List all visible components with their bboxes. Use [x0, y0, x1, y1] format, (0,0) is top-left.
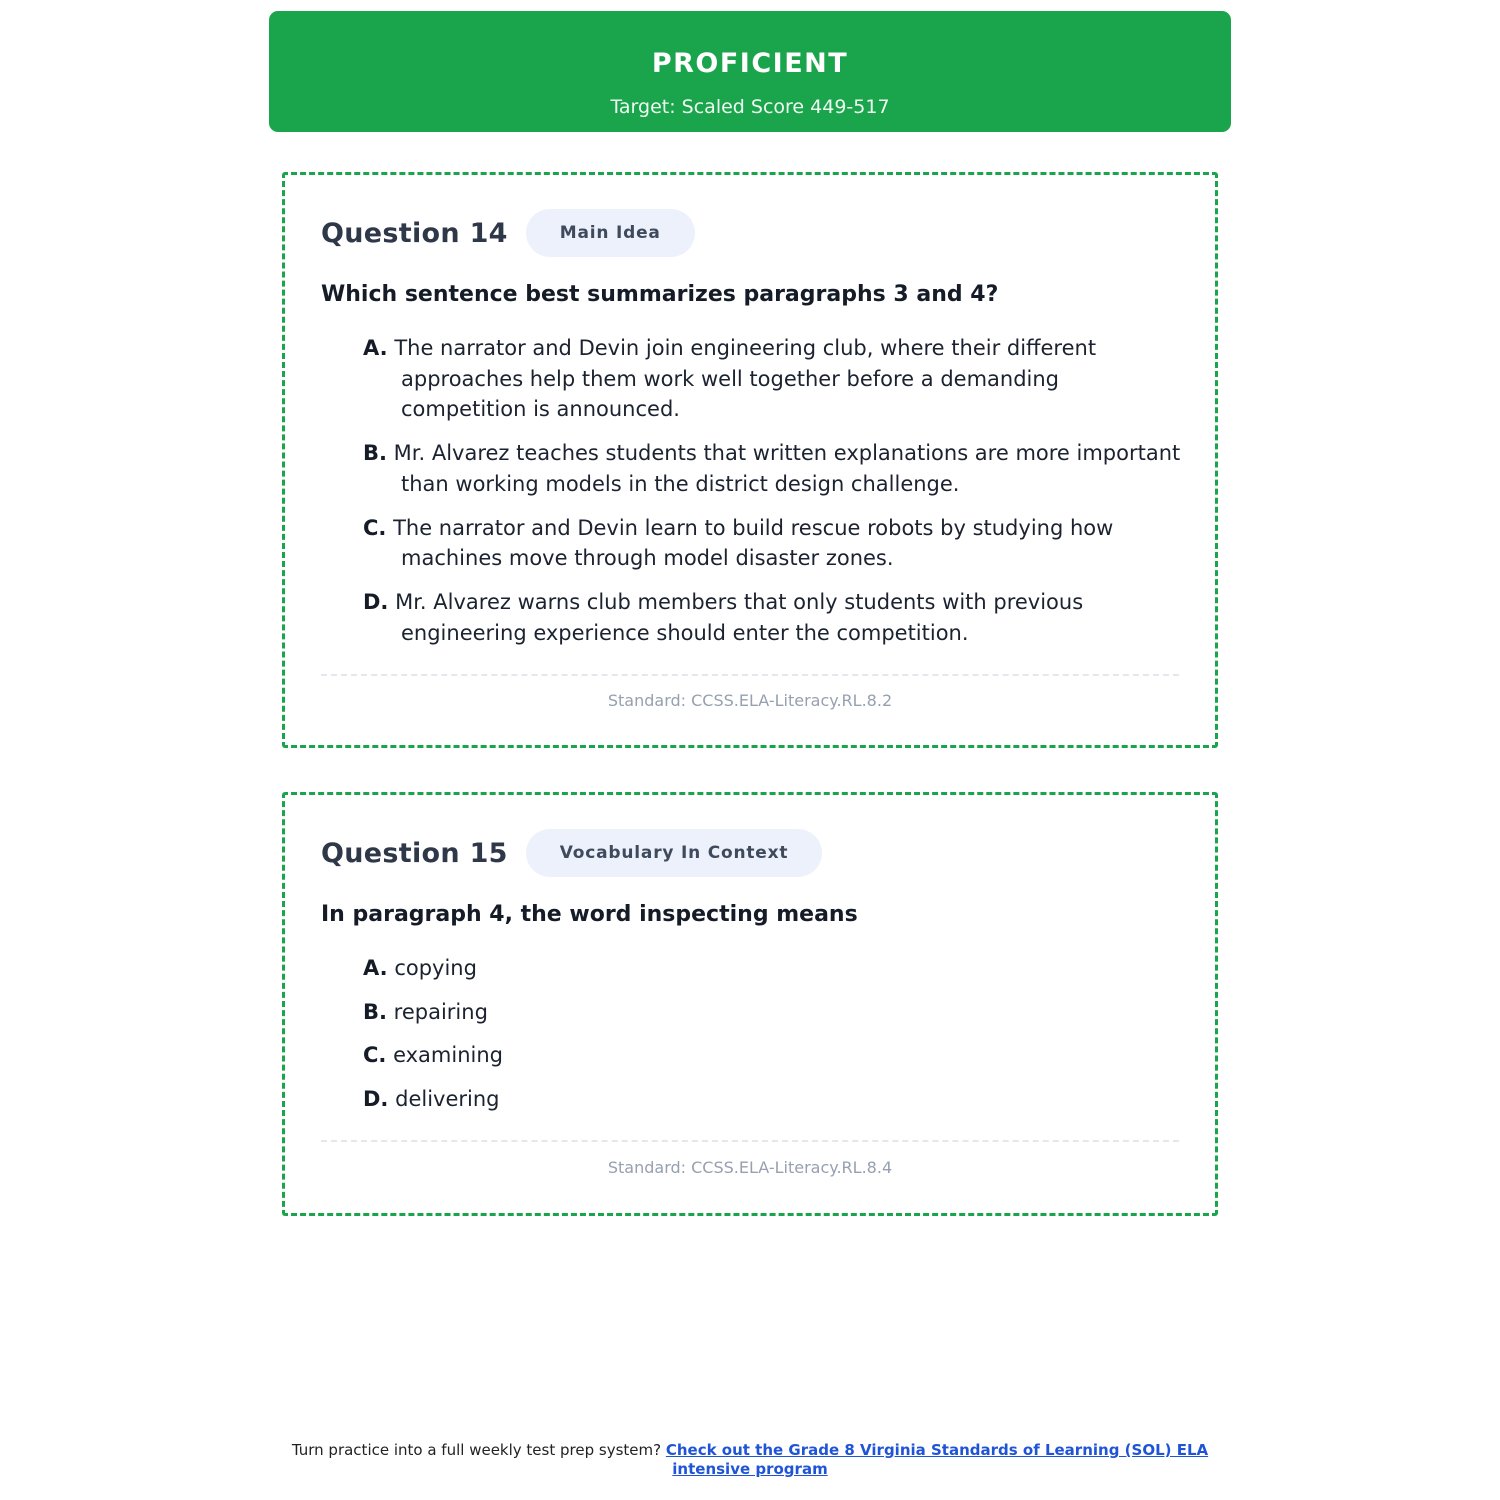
question-prompt: In paragraph 4, the word inspecting means: [321, 902, 858, 927]
answer-option-c[interactable]: [363, 513, 1181, 574]
option-letter: A.: [363, 956, 388, 980]
option-text: The narrator and Devin learn to build rescue robots by studying how machines move through model disaster zones.: [393, 515, 1114, 570]
target-score: Target: Scaled Score 449-517: [610, 96, 890, 118]
question-header: [321, 208, 695, 258]
answer-option-d[interactable]: [363, 587, 1181, 648]
category-badge: Vocabulary In Context: [526, 829, 823, 877]
option-text: Mr. Alvarez warns club members that only students with previous engineering experience should enter the competition.: [395, 590, 1084, 645]
option-letter: A.: [363, 336, 388, 360]
answer-option-c[interactable]: [363, 1040, 1181, 1071]
option-text: Mr. Alvarez teaches students that written explanations are more important than working models in the district design challenge.: [393, 441, 1181, 496]
program-link[interactable]: Check out the Grade 8 Virginia Standards of Learning (SOL) ELA intensive program: [665, 1441, 1209, 1478]
question-number: Question 14: [321, 217, 508, 249]
question-card: [282, 172, 1218, 748]
question-prompt: Which sentence best summarizes paragraphs 3 and 4?: [321, 282, 999, 307]
answer-option-a[interactable]: [363, 953, 1181, 984]
option-letter: C.: [363, 1043, 387, 1067]
option-text: The narrator and Devin join engineering club, where their different approaches help them work well together before a demanding competition is announced.: [394, 336, 1097, 421]
question-card: [282, 792, 1218, 1216]
category-badge: Main Idea: [526, 209, 695, 257]
question-number: Question 15: [321, 837, 508, 869]
answer-options: [363, 953, 1181, 1127]
answer-option-b[interactable]: [363, 438, 1181, 499]
standard-label: Standard: CCSS.ELA-Literacy.RL.8.2: [321, 674, 1179, 710]
proficiency-banner: [269, 11, 1231, 132]
answer-option-d[interactable]: [363, 1084, 1181, 1115]
option-text: copying: [394, 956, 477, 980]
answer-option-a[interactable]: [363, 333, 1181, 425]
option-letter: C.: [363, 515, 387, 540]
proficiency-level: PROFICIENT: [651, 48, 849, 79]
option-letter: B.: [363, 441, 387, 465]
answer-options: [363, 333, 1181, 662]
option-text: repairing: [393, 999, 488, 1024]
option-letter: D.: [363, 1086, 389, 1111]
footer-text: Turn practice into a full weekly test prep system?: [291, 1441, 662, 1459]
standard-label: Standard: CCSS.ELA-Literacy.RL.8.4: [321, 1140, 1179, 1177]
option-letter: D.: [363, 590, 389, 614]
option-text: delivering: [395, 1086, 500, 1111]
footer-promo: [270, 1441, 1230, 1479]
option-letter: B.: [363, 999, 387, 1024]
question-header: [321, 828, 822, 878]
answer-option-b[interactable]: [363, 997, 1181, 1028]
option-text: examining: [393, 1043, 503, 1067]
